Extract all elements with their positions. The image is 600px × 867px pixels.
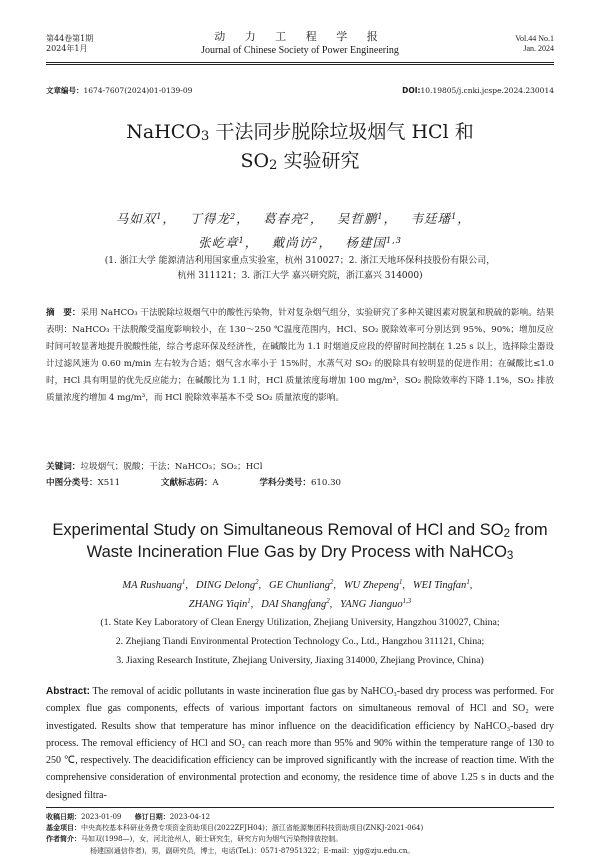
author-affiliation-marker: 1	[377, 211, 384, 221]
abstract-cn	[46, 305, 554, 407]
author-name: 张屹章	[198, 235, 239, 250]
footnote-author: 作者简介：马如双(1998—)，女，河北沧州人，硕士研究生，研究方向为烟气污染物排放控制。	[46, 835, 343, 844]
title-en: Experimental Study on Simultaneous Removal of HCl and $SO_2$ from Waste Incineration Flue Gas by Dry Process with NaHCO$_3$	[52, 521, 548, 562]
abstract-en-text: The removal of acidic pollutants in waste incineration flue gas by NaHCO₃-based dry process was performed. For complex flue gas components, effects of various important factors on simultaneous removal of HCl and SO₂ were investigated. Results show that temperature has minor influence on the deacidification efficiency by NaHCO₃-based dry process. The removal efficiency of HCl and SO₂ can reach more than 95% and 90% within the temperature range of 130 to 250 ℃, respectively. The deacidification efficiency can be improved significantly with the increase of reaction time. With the comprehensive consideration of environmental protection and economy, the residence time of above 1.25 s in ducts and the designed filtra-	[46, 686, 554, 801]
author-affiliation-marker: 2	[255, 579, 259, 586]
author-affiliation-marker: 1	[238, 235, 245, 245]
author-name: WEI Tingfan	[412, 580, 467, 591]
author-name: 韦廷璠	[410, 211, 452, 226]
author-affiliation-marker: 1,3	[386, 235, 402, 245]
author-affiliation-marker: 1	[156, 211, 163, 221]
header-volume: 第44卷第1期	[46, 34, 94, 43]
authors-en	[40, 576, 560, 614]
author-name: GE Chunliang	[269, 580, 330, 591]
authors-en-line2: ZHANG Yiqin$^1$, DAI Shangfang$^2$, YANG Jianguo$^{1,3}$	[188, 598, 412, 610]
footnotes	[46, 812, 554, 857]
author-name: DAI Shangfang	[261, 599, 327, 610]
author-name: 戴尚访	[271, 235, 313, 250]
authors-cn	[60, 207, 540, 255]
footnote-corresponding: 杨建国(通信作者)，男，副研究员，博士，电话(Tel.)：0571-87951322；E-mail：yjg@zju.edu.cn。	[90, 846, 415, 855]
author-name: DING Delong	[195, 580, 256, 591]
classification-row: 中图分类号：X511 文献标志码：A 学科分类号：610.30	[46, 478, 342, 488]
abstract-en-label: Abstract:	[46, 686, 90, 697]
author-name: YANG Jianguo	[340, 599, 403, 610]
authors-cn-line2: 张屹章$^1$， 戴尚访$^2$， 杨建国$^{1,3}$	[198, 235, 402, 250]
author-name: 马如双	[115, 211, 157, 226]
doi: DOI:10.19805/j.cnki.jcspe.2024.230014	[402, 86, 554, 95]
header-rule-thin	[46, 64, 554, 65]
header-volume-en-block	[515, 34, 554, 54]
journal-masthead	[150, 30, 450, 57]
journal-title-en: Journal of Chinese Society of Power Engineering	[201, 45, 399, 56]
header-rule	[46, 62, 554, 63]
title-cn: NaHCO$_3$ 干法同步脱除垃圾烟气 HCl 和 $SO_2$ 实验研究	[126, 121, 474, 173]
affiliations-en	[46, 613, 554, 670]
author-affiliation-marker: 1	[399, 579, 403, 586]
author-affiliation-marker: 2	[326, 598, 330, 605]
author-name: ZHANG Yiqin	[188, 599, 248, 610]
keywords-cn: 关键词：垃圾烟气；脱酸；干法；NaHCO₃；SO₂；HCl	[46, 462, 263, 472]
author-affiliation-marker: 1	[466, 579, 470, 586]
affiliations-cn	[70, 254, 530, 284]
footnote-dates: 收稿日期：2023-01-09 修订日期：2023-04-12	[46, 813, 211, 821]
affiliation-en-line: 2. Zhejiang Tiandi Environmental Protection Technology Co., Ltd., Hangzhou 311121, China;	[115, 636, 485, 647]
author-name: WU Zhepeng	[343, 580, 400, 591]
author-name: 吴哲鹏	[336, 211, 378, 226]
header-date: 2024年1月	[46, 44, 88, 53]
footnote-rule	[46, 807, 554, 808]
affiliation-en-line: (1. State Key Laboratory of Clean Energy Utilization, Zhejiang University, Hangzhou 310027, China;	[100, 617, 500, 628]
author-name: MA Rushuang	[122, 580, 182, 591]
author-affiliation-marker: 2	[329, 579, 334, 586]
journal-title-cn: 动 力 工 程 学 报	[214, 30, 386, 43]
abstract-en	[46, 683, 554, 804]
authors-en-line1: MA Rushuang$^1$, DING Delong$^2$, GE Chunliang$^2$, WU Zhepeng$^1$, WEI Tingfan$^1$,	[122, 579, 478, 591]
author-affiliation-marker: 2	[229, 211, 237, 221]
author-affiliation-marker: 2	[312, 235, 319, 245]
header-date-en: Jan. 2024	[523, 44, 554, 53]
author-name: 葛春亮	[263, 211, 304, 226]
header-volume-block	[46, 34, 93, 54]
affiliation-cn-line: (1. 浙江大学 能源清洁利用国家重点实验室，杭州 310027；2. 浙江天地环保科技股份有限公司，	[104, 256, 496, 266]
author-affiliation-marker: 1,3	[402, 598, 412, 605]
authors-cn-line1: 马如双$^1$， 丁得龙$^2$， 葛春亮$^2$， 吴哲鹏$^1$， 韦廷璠$^1$，	[115, 211, 485, 226]
header-volume-en: Vol.44 No.1	[515, 34, 554, 43]
abstract-cn-label: 摘 要：	[46, 308, 81, 318]
author-name: 丁得龙	[189, 211, 230, 226]
author-affiliation-marker: 1	[182, 579, 186, 586]
author-affiliation-marker: 2	[303, 211, 310, 221]
author-affiliation-marker: 1	[451, 211, 458, 221]
affiliation-cn-line: 杭州 311121；3. 浙江大学 嘉兴研究院，浙江嘉兴 314000)	[177, 271, 423, 281]
author-name: 杨建国	[345, 235, 386, 250]
article-number: 文章编号：1674-7607(2024)01-0139-09	[46, 86, 193, 95]
affiliation-en-line: 3. Jiaxing Research Institute, Zhejiang University, Jiaxing 314000, Zhejiang Province, China)	[116, 655, 484, 666]
footnote-fund: 基金项目：中央高校基本科研业务费专项资金资助项目(2022ZFJH04)；浙江省能源集团科技资助项目(ZNKJ-2021-064)	[46, 824, 424, 833]
author-affiliation-marker: 1	[247, 598, 251, 605]
abstract-cn-text: 采用 NaHCO₃ 干法脱除垃圾烟气中的酸性污染物，针对复杂烟气组分，实验研究了多种关键因素对脱氯和脱硫的影响。结果表明：NaHCO₃ 干法脱酸受温度影响较小，在 130～250 ℃温度范围内，HCl、SO₂ 脱除效率可分别达到 95%、90%；增加反应时间可较显著地提升脱酸性能，综合考虑环保及经济性，在碱酸比为 1.1 时烟道反应段的停留时间控制在 1.25 s 以上，选择除尘器设计过滤风速为 0.60 m/min 左右较为合适；烟气含水率小于 15%时，水蒸气对 SO₂ 的脱除具有较明显的促进作用；在碱酸比≤1.0 时，HCl 具有明显的优先反应能力；在碱酸比为 1.1 时，HCl 质量浓度每增加 100 mg/m³，SO₂ 脱除效率约下降 1.1%，SO₂ 排放质量浓度约增加 4 mg/m³，而 HCl 脱除效率基本不受 SO₂ 质量浓度的影响。	[46, 308, 554, 403]
